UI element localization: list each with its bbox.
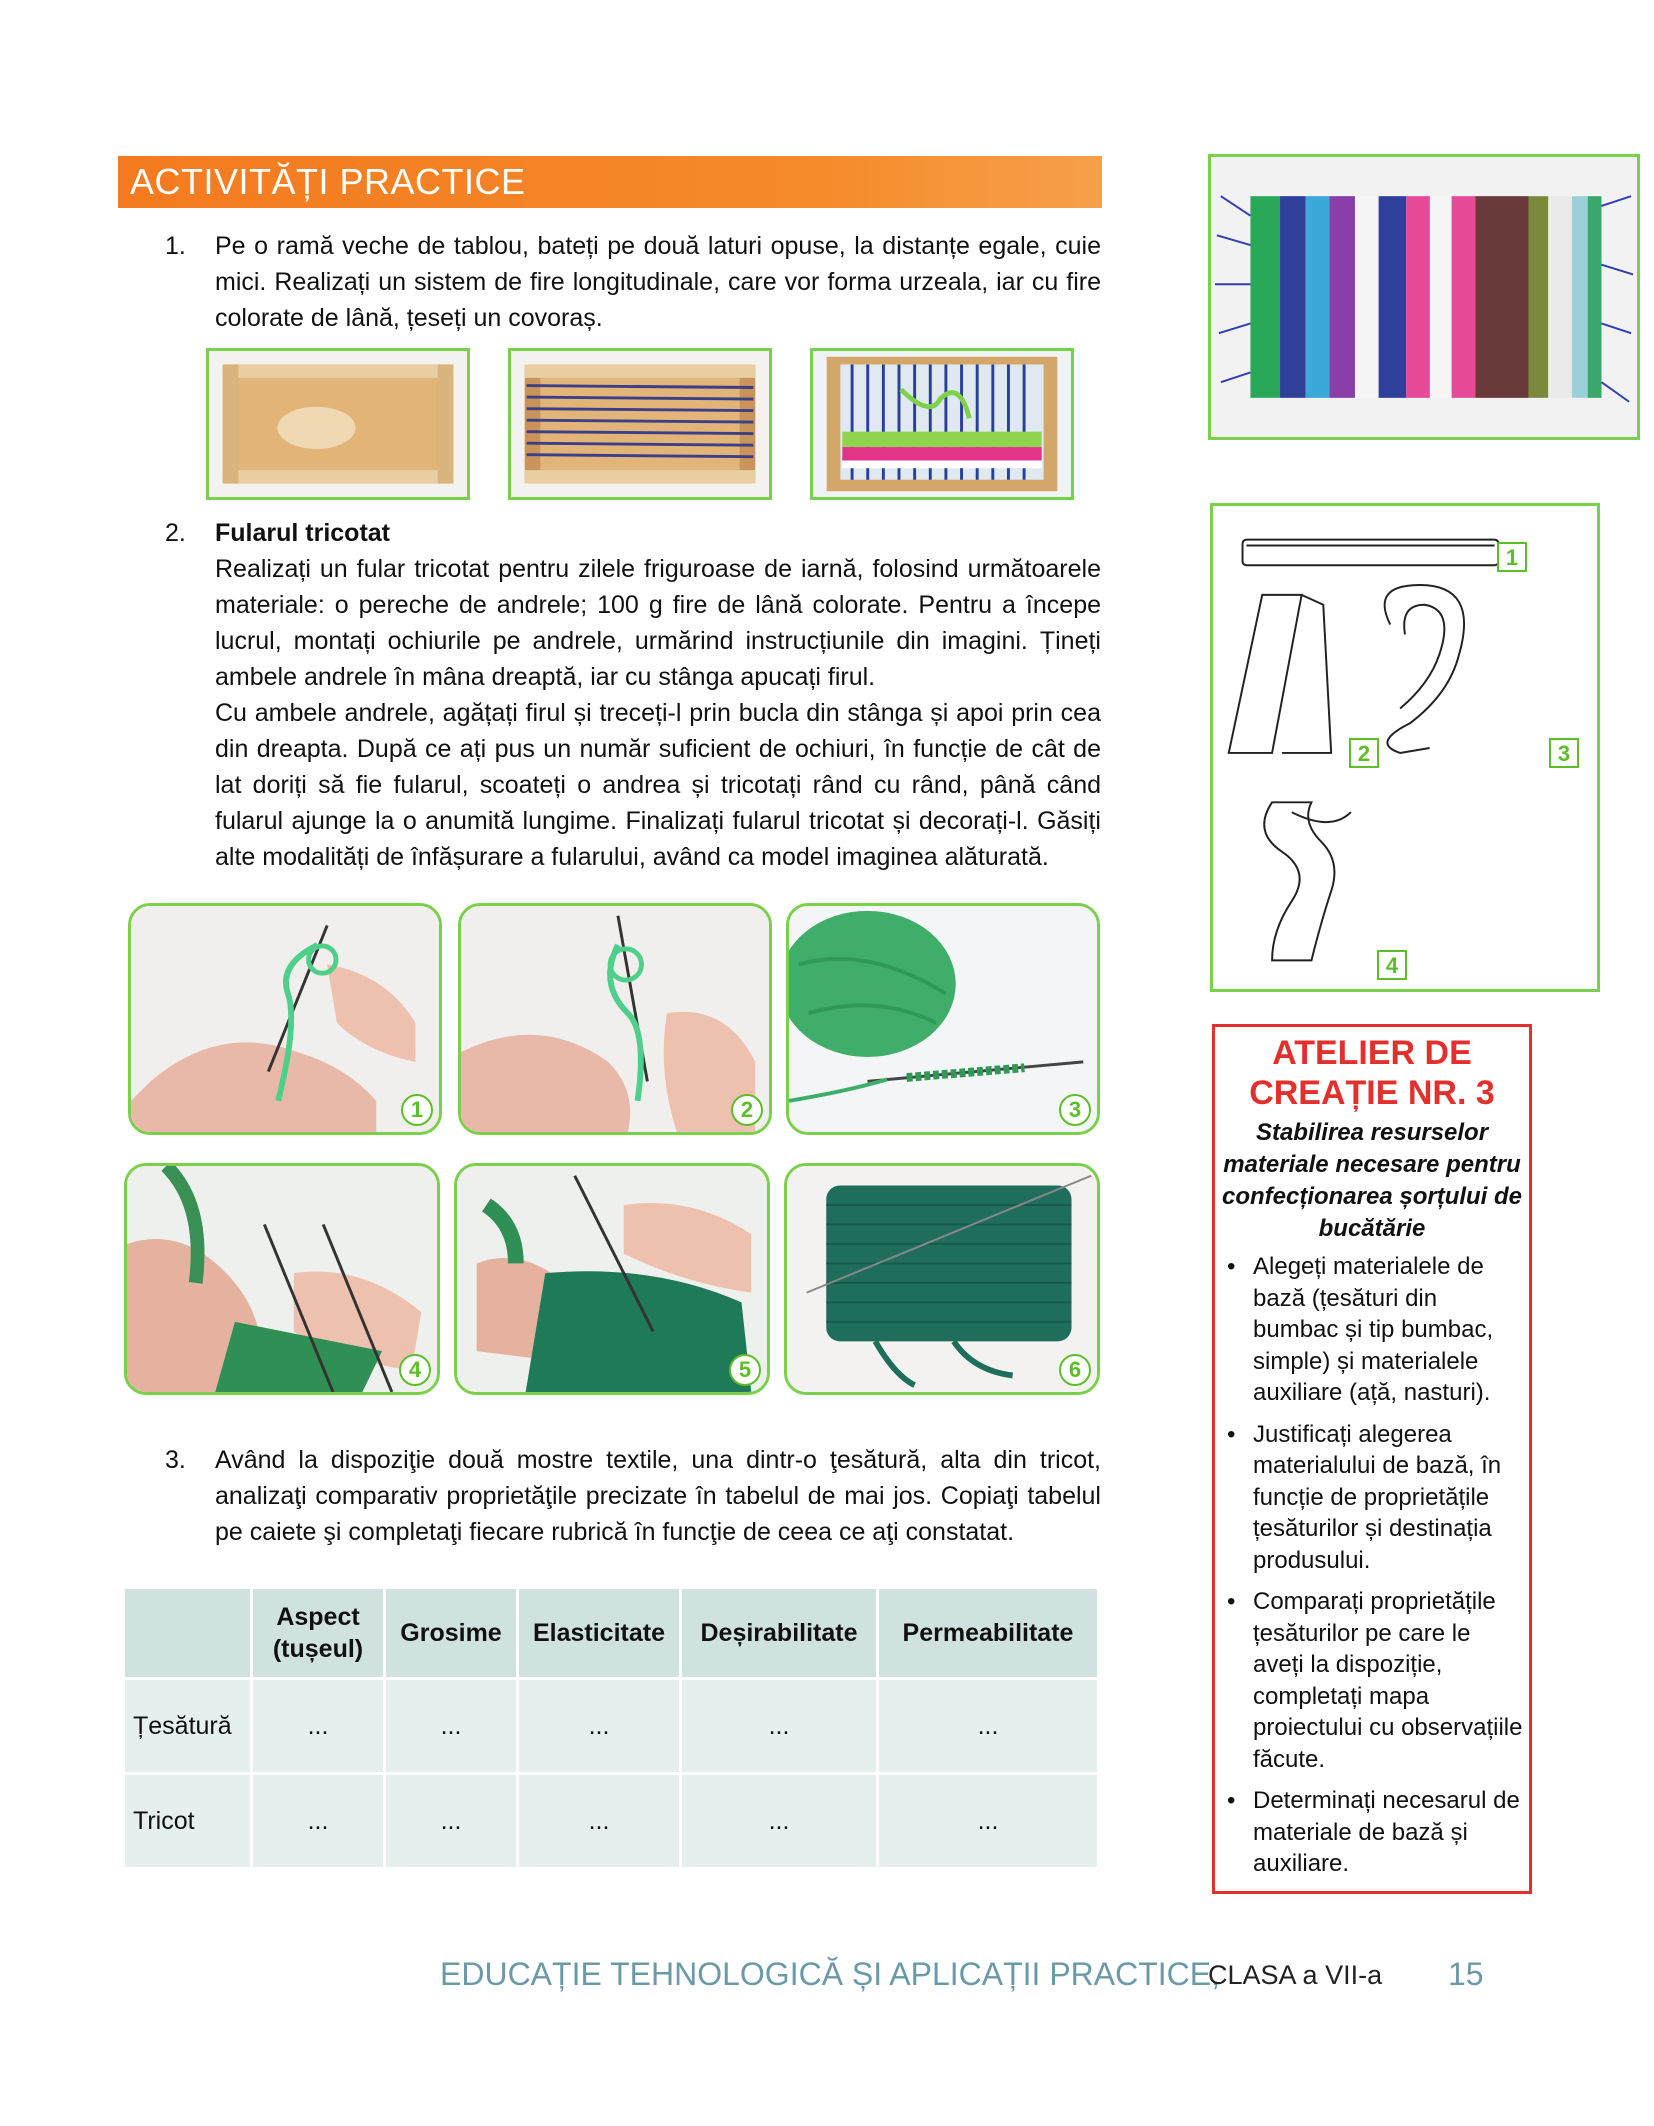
table-header-row <box>125 1589 1097 1677</box>
table-header-grosime: Grosime <box>386 1589 516 1677</box>
table-cell: ... <box>682 1680 876 1772</box>
item-3-text: Având la dispoziţie două mostre textile, una dintr-o ţesătură, alta din tricot, analizaţi comparativ proprietăţile precizate în tabelul de mai jos. Copiaţi tabelul pe caiete şi completaţi fiecare rubrică în funcţie de ceea ce aţi constatat. <box>215 1446 1101 1546</box>
step-badge-3: 3 <box>1059 1094 1091 1126</box>
item-3-number: 3. <box>165 1446 186 1474</box>
atelier-bullet-list <box>1223 1251 1523 1890</box>
table-cell: ... <box>879 1680 1097 1772</box>
table-cell: ... <box>519 1775 679 1867</box>
item-2-number: 2. <box>165 519 186 547</box>
item-1-number: 1. <box>165 232 186 260</box>
item-1-text: Pe o ramă veche de tablou, bateți pe două laturi opuse, la distanțe egale, cuie mici. Realizați un sistem de fire longitudinale, care vor forma urzeala, iar cu fire colorate de lână, țeseți un covoraș. <box>215 232 1101 332</box>
knit-step-photo-5 <box>454 1163 770 1395</box>
atelier-bullet: • Determinați necesarul de materiale de bază și auxiliare. <box>1223 1785 1523 1880</box>
atelier-bullet: • Justificați alegerea materialului de bază, în funcție de proprietățile țesăturilor și destinația produsului. <box>1223 1419 1523 1577</box>
table-header-aspect: Aspect (tușeul) <box>253 1589 383 1677</box>
table-row-label: Tricot <box>125 1775 250 1867</box>
footer-class: CLASA a VII-a <box>1208 1960 1383 1990</box>
scarf-step-badge-3: 3 <box>1549 738 1579 768</box>
knit-step-photo-3 <box>786 903 1100 1135</box>
page-number: 15 <box>1448 1956 1484 1992</box>
table-row <box>125 1775 1097 1867</box>
scarf-step-badge-4: 4 <box>1377 950 1407 980</box>
step-badge-5: 5 <box>729 1354 761 1386</box>
knit-step-photo-4 <box>124 1163 440 1395</box>
footer-book-title: EDUCAȚIE TEHNOLOGICĂ ȘI APLICAȚII PRACTICE, <box>440 1956 1221 1992</box>
table-cell: ... <box>386 1775 516 1867</box>
section-title: ACTIVITĂȚI PRACTICE <box>118 156 1102 208</box>
scarf-folding-diagram <box>1210 503 1600 992</box>
table-cell: ... <box>253 1680 383 1772</box>
knit-step-photo-6 <box>784 1163 1100 1395</box>
item-2-title <box>215 515 1101 551</box>
properties-table <box>122 1586 1100 1870</box>
item-2-paragraph-1: Realizați un fular tricotat pentru zilele friguroase de iarnă, folosind următoarele materiale: o pereche de andrele; 100 g fire de lână colorate. Pentru a începe lucrul, montați ochiurile pe andrele, urmărind instrucțiunile din imagini. Țineți ambele andrele în mâna dreaptă, iar cu stânga apucați firul. <box>215 555 1101 691</box>
weaving-in-progress-photo <box>810 348 1074 500</box>
atelier-subtitle: Stabilirea resurselor materiale necesare pentru confecționarea șorțului de bucătărie <box>1221 1119 1523 1242</box>
table-cell: ... <box>682 1775 876 1867</box>
atelier-title <box>1215 1033 1529 1113</box>
atelier-title-line-2: CREAȚIE NR. 3 <box>1249 1074 1495 1112</box>
warped-frame-photo <box>508 348 772 500</box>
table-header-desirabilitate: Deșirabilitate <box>682 1589 876 1677</box>
woven-rug-photo <box>1208 154 1640 440</box>
scarf-step-badge-1: 1 <box>1497 542 1527 572</box>
atelier-bullet: • Alegeți materialele de bază (țesături din bumbac și tip bumbac, simple) și materialele auxiliare (ață, nasturi). <box>1223 1251 1523 1409</box>
step-badge-1: 1 <box>401 1094 433 1126</box>
step-badge-4: 4 <box>399 1354 431 1386</box>
step-badge-6: 6 <box>1059 1354 1091 1386</box>
table-row-label: Țesătură <box>125 1680 250 1772</box>
table-row <box>125 1680 1097 1772</box>
table-cell: ... <box>253 1775 383 1867</box>
table-header-corner <box>125 1589 250 1677</box>
item-2-title-text: Fularul tricotat <box>215 519 391 547</box>
table-cell: ... <box>519 1680 679 1772</box>
scarf-step-badge-2: 2 <box>1349 738 1379 768</box>
atelier-bullet: • Comparați proprietățile țesăturilor pe care le aveți la dispoziție, completați mapa proiectului cu observațiile făcute. <box>1223 1586 1523 1775</box>
knit-step-photo-1 <box>128 903 442 1135</box>
item-2-paragraph-2: Cu ambele andrele, agățați firul și treceți-l prin bucla din stânga și apoi prin cea din dreapta. După ce ați pus un număr suficient de ochiuri, în funcție de cât de lat doriți să fie fularul, scoateți o andrea și tricotați rând cu rând, până când fularul ajunge la o anumită lungime. Finalizați fularul tricotat și decorați-l. Găsiți alte modalități de înfășurare a fularului, având ca model imaginea alăturată. <box>215 699 1101 871</box>
table-cell: ... <box>879 1775 1097 1867</box>
table-header-permeabilitate: Permeabilitate <box>879 1589 1097 1677</box>
table-cell: ... <box>386 1680 516 1772</box>
atelier-title-line-1: ATELIER DE <box>1272 1034 1472 1072</box>
atelier-box <box>1212 1024 1532 1894</box>
knit-step-photo-2 <box>458 903 772 1135</box>
step-badge-2: 2 <box>731 1094 763 1126</box>
empty-frame-photo <box>206 348 470 500</box>
table-header-elasticitate: Elasticitate <box>519 1589 679 1677</box>
